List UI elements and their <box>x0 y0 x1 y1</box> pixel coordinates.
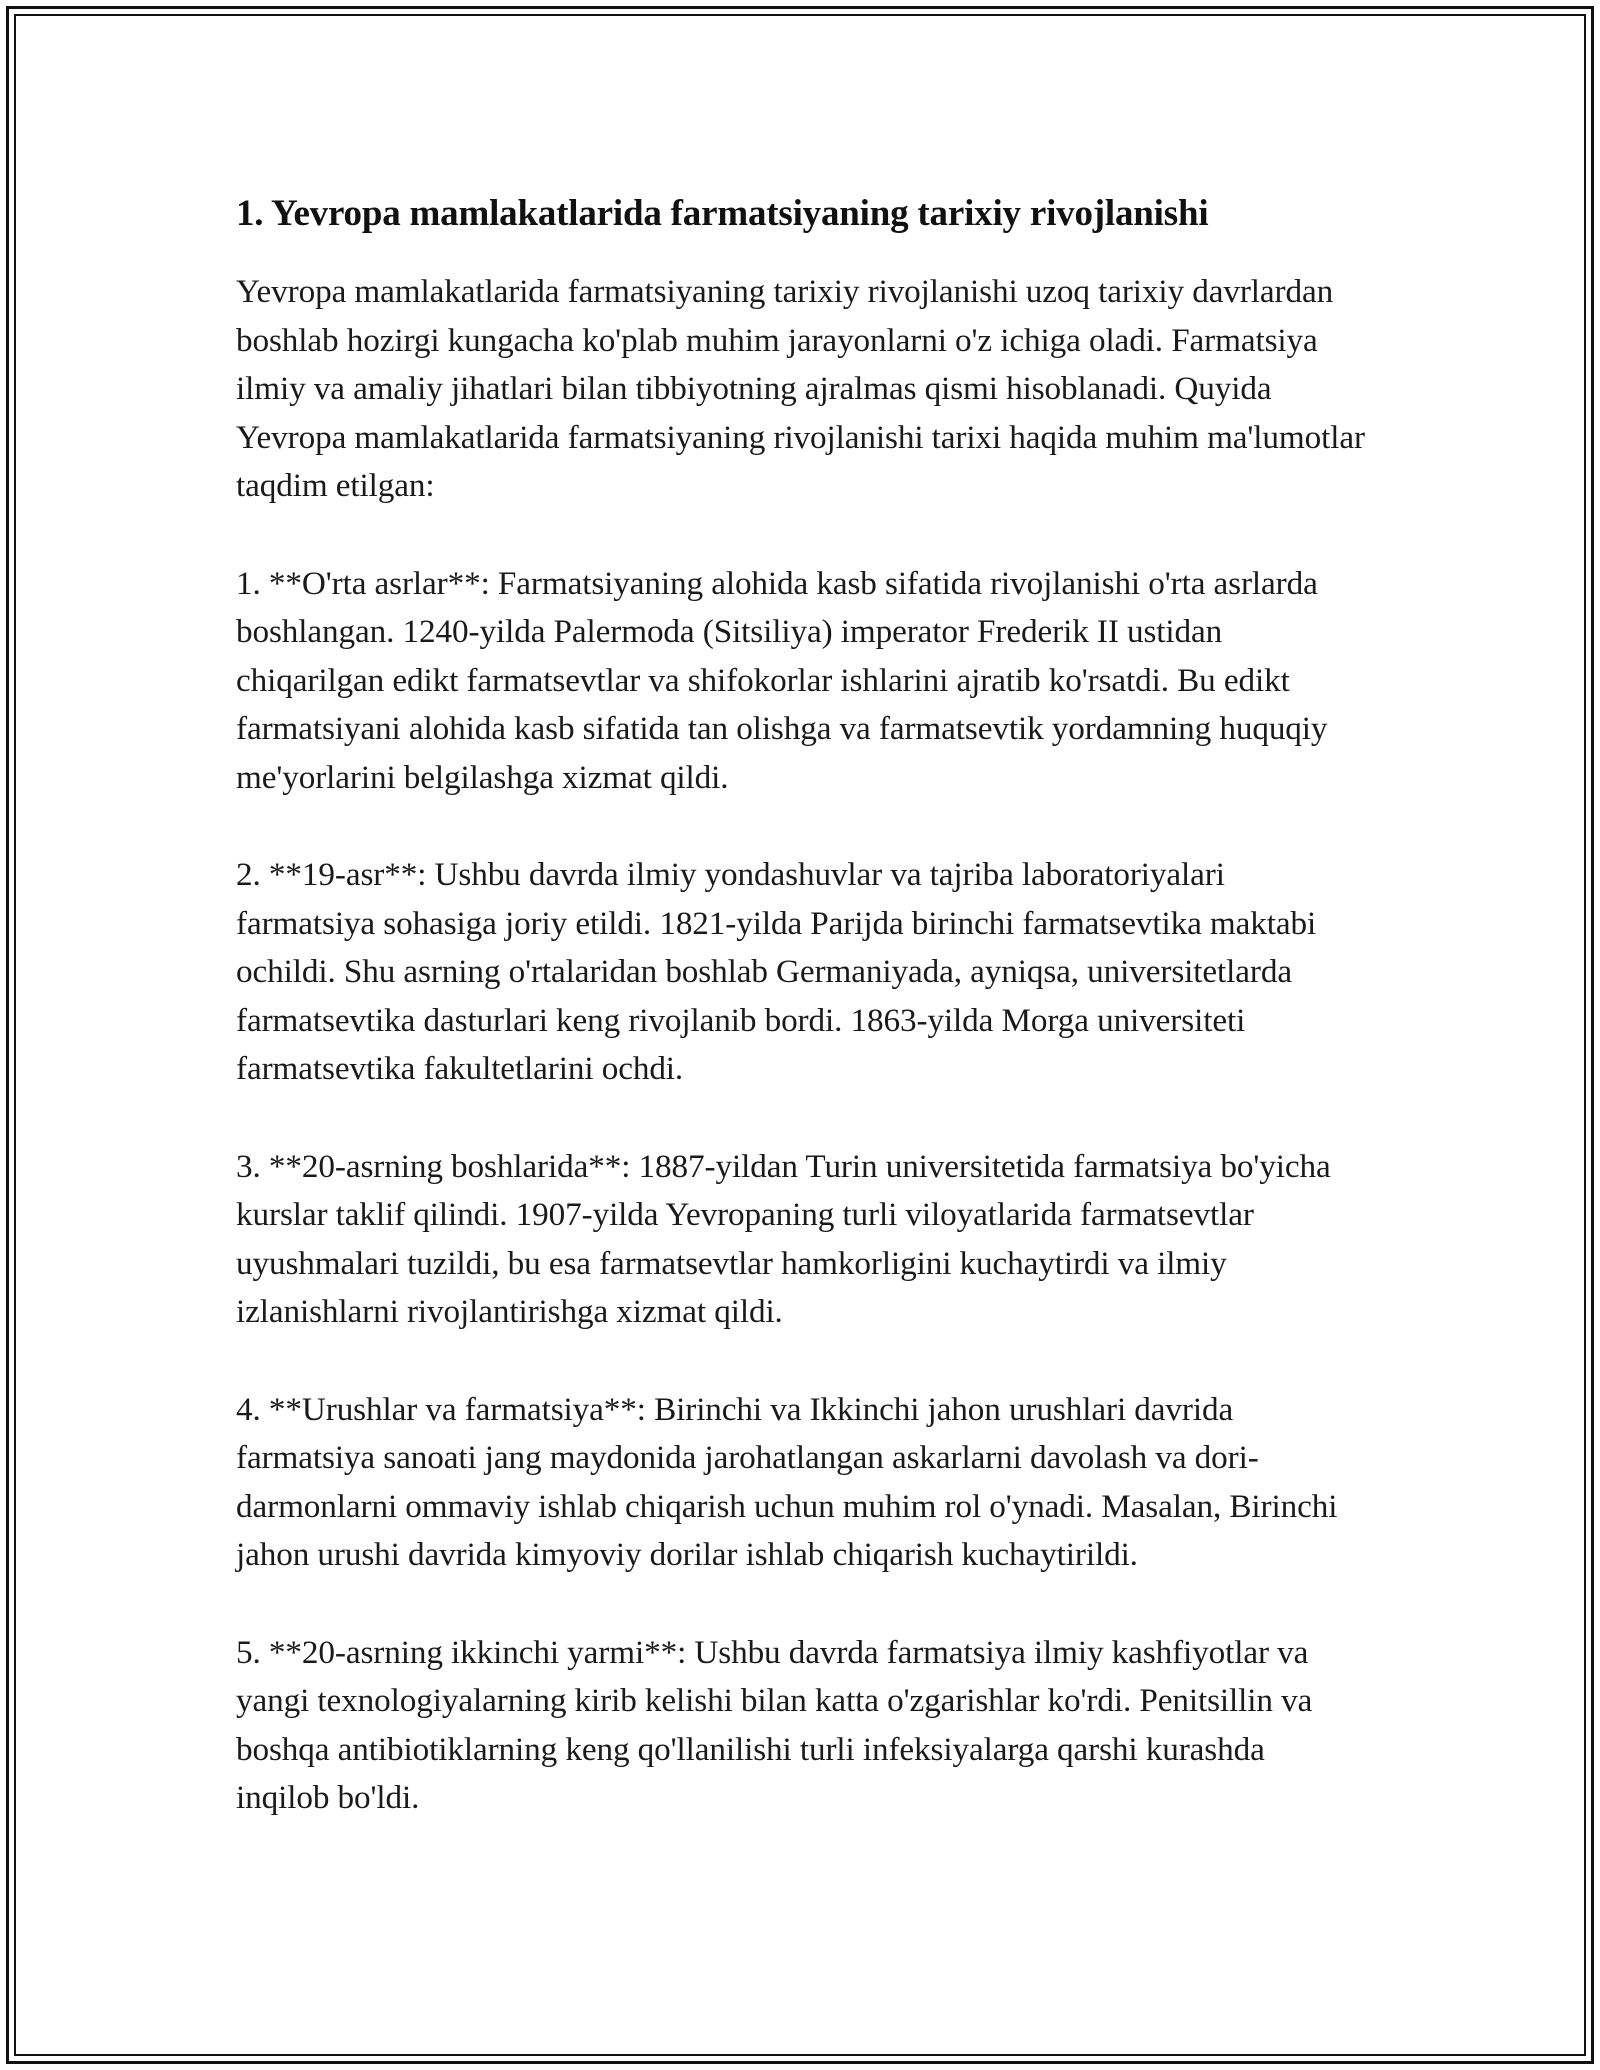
paragraph-late-20th-century: 5. **20-asrning ikkinchi yarmi**: Ushbu davrda farmatsiya ilmiy kashfiyotlar va yangi texnologiyalarning kirib kelishi bilan katta o'zgarishlar ko'rdi. Penitsillin va boshqa antibiotiklarning keng qo'llanilishi turli infeksiyalarga qarshi kurashda inqilob bo'ldi. <box>236 1633 1313 1816</box>
paragraph-wars-and-pharmacy: 4. **Urushlar va farmatsiya**: Birinchi va Ikkinchi jahon urushlari davrida farmatsiya sanoati jang maydonida jarohatlangan askarlarni davolash va dori-darmonlarni ommaviy ishlab chiqarish uchun muhim rol o'ynadi. Masalan, Birinchi jahon urushi davrida kimyoviy dorilar ishlab chiqarish kuchaytirildi. <box>236 1390 1338 1573</box>
paragraph-early-20th-century: 3. **20-asrning boshlarida**: 1887-yildan Turin universitetida farmatsiya bo'yicha kurslar taklif qilindi. 1907-yilda Yevropaning turli viloyatlarida farmatsevtlar uyushmalari tuzildi, bu esa farmatsevtlar hamkorligini kuchaytirdi va ilmiy izlanishlarni rivojlantirishga xizmat qildi. <box>236 1147 1331 1330</box>
paragraph-19th-century: 2. **19-asr**: Ushbu davrda ilmiy yondashuvlar va tajriba laboratoriyalari farmatsiya sohasiga joriy etildi. 1821-yilda Parijda birinchi farmatsevtika maktabi ochildi. Shu asrning o'rtalaridan boshlab Germaniyada, ayniqsa, universitetlarda farmatsevtika dasturlari keng rivojlanib bordi. 1863-yilda Morga universiteti farmatsevtika fakultetlarini ochdi. <box>236 856 1317 1087</box>
intro-paragraph: Yevropa mamlakatlarida farmatsiyaning tarixiy rivojlanishi uzoq tarixiy davrlardan boshlab hozirgi kungacha ko'plab muhim jarayonlarni o'z ichiga oladi. Farmatsiya ilmiy va amaliy jihatlari bilan tibbiyotning ajralmas qismi hisoblanadi. Quyida Yevropa mamlakatlarida farmatsiyaning rivojlanishi tarixi haqida muhim ma'lumotlar taqdim etilgan: <box>236 273 1365 504</box>
document-body <box>236 186 1366 1872</box>
paragraph-middle-ages: 1. **O'rta asrlar**: Farmatsiyaning alohida kasb sifatida rivojlanishi o'rta asrlarda boshlangan. 1240-yilda Palermoda (Sitsiliya) imperator Frederik II ustidan chiqarilgan edikt farmatsevtlar va shifokorlar ishlarini ajratib ko'rsatdi. Bu edikt farmatsiyani alohida kasb sifatida tan olishga va farmatsevtik yordamning huquqiy me'yorlarini belgilashga xizmat qildi. <box>236 564 1328 796</box>
page-title: 1. Yevropa mamlakatlarida farmatsiyaning tarixiy rivojlanishi <box>236 193 1209 234</box>
